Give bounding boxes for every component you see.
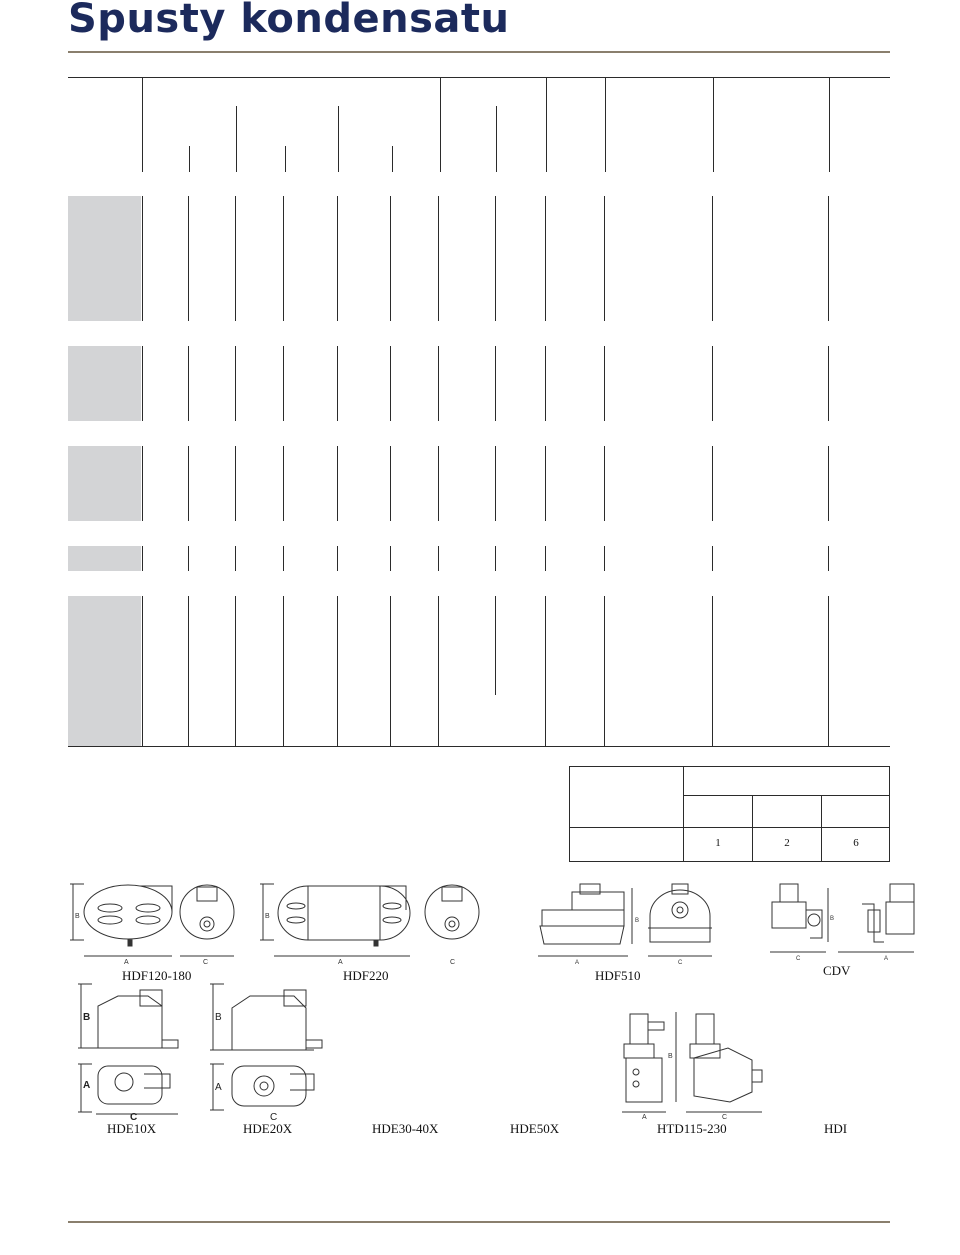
drawing-caption: HDF220 [343,968,389,983]
hdf510-drawing [532,880,722,970]
hdf120-180-drawing [70,878,240,966]
dim-label: B [830,916,835,922]
hde20x-drawing [210,982,330,1120]
dim-label: A [642,1114,647,1120]
dim-label: C [796,956,801,962]
page-title: Spusty kondensatu [68,0,510,42]
dim-label: B [83,1012,91,1023]
small-table-cell: 6 [853,837,859,849]
drawing-caption: HDF510 [595,968,641,983]
drawing-caption: HTD115-230 [657,1121,727,1136]
htd115-230-drawing [610,1008,770,1120]
dim-label: A [575,960,580,966]
drawing-caption: HDI [824,1121,848,1136]
dim-label: C [678,960,683,966]
drawing-caption: CDV [823,963,851,978]
dim-label: C [722,1114,728,1120]
drawing-caption: HDE30-40X [372,1121,439,1136]
drawing-caption: HDE10X [107,1121,157,1136]
dim-label: C [270,1112,278,1120]
dim-label: A [215,1082,222,1093]
dim-label: A [884,956,889,962]
cdv-drawing [766,880,918,966]
drawing-caption: HDF120-180 [122,968,192,983]
hde10x-drawing [78,982,188,1120]
small-table-cell: 2 [784,837,790,849]
dim-label: A [83,1080,91,1091]
small-table-cell: 1 [715,837,721,849]
dim-label: B [265,913,270,920]
dim-label: B [668,1053,673,1060]
drawing-caption: HDE50X [510,1121,560,1136]
footer-rule [68,1221,890,1223]
small-table [569,766,890,862]
hdf220-drawing [260,878,485,966]
dim-label: C [203,959,209,966]
dim-label: A [338,959,343,966]
dim-label: B [75,913,80,920]
dim-label: B [215,1012,222,1023]
dim-label: C [130,1112,138,1120]
dim-label: B [635,918,640,924]
dim-label: C [450,959,456,966]
drawing-caption: HDE20X [243,1121,293,1136]
dim-label: A [124,959,129,966]
